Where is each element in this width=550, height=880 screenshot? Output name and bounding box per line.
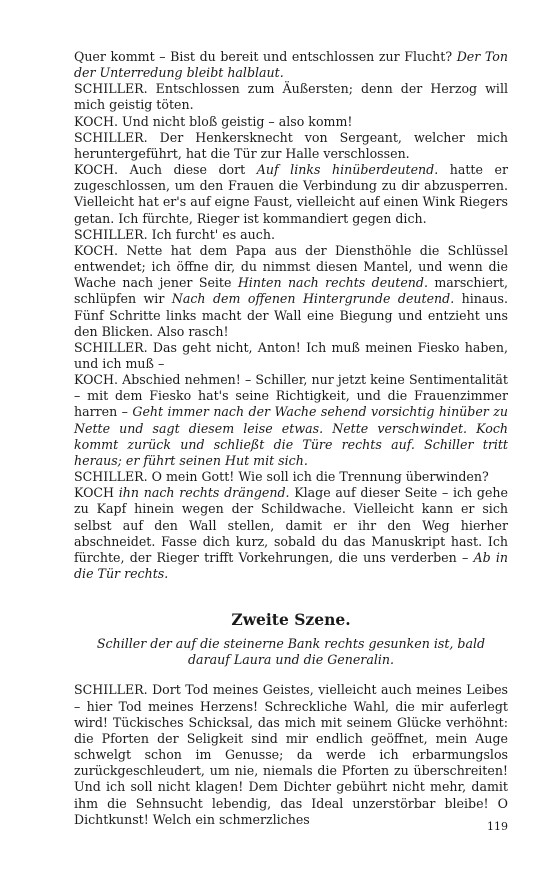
book-page (74, 49, 508, 828)
stage-direction-text: Ab in die Tür rechts. (74, 549, 508, 581)
dialogue-text: hinaus. Fünf Schritte links macht der Wall eine Biegung und entzieht uns den Blicken. Also rasch! (74, 291, 508, 339)
dialogue-block (74, 49, 508, 582)
dialogue-text: Quer kommt – Bist du bereit und entschlossen zur Flucht? (74, 49, 457, 64)
paragraph (74, 485, 508, 582)
paragraph (74, 340, 508, 372)
dialogue-text: Klage auf dieser Seite – ich gehe zu Kapf hinein wegen der Schildwache. Vielleicht kann er sich selbst auf den Wall stellen, damit er ihr den Weg hierher abschneidet. Fasse dich kurz, sobald du das Manuskript hast. Ich fürchte, der Rieger trifft Vorkehrungen, die uns verderben – (74, 485, 508, 565)
paragraph (74, 372, 508, 469)
stage-direction-text: ihn nach rechts drängend. (118, 485, 290, 501)
scene-heading: Zweite Szene. (231, 610, 351, 630)
stage-direction-text: Geht immer nach der Wache sehend vorsichtig hinüber zu Nette und sagt diesem leise etwas. Nette verschwindet. Koch kommt zurück und schließt die Türe rechts auf. Schiller tritt heraus; er führt seinen Hut mit sich. (74, 404, 508, 468)
stage-direction-text: Hinten nach rechts deutend. (237, 275, 428, 291)
paragraph (74, 243, 508, 340)
dialogue-text: KOCH. Und nicht bloß geistig – also komm! (74, 113, 353, 129)
paragraph (74, 162, 508, 227)
stage-direction-text: Auf links hinüberdeutend. (256, 162, 439, 178)
dialogue-text: SCHILLER. Dort Tod meines Geistes, vielleicht auch meines Leibes – hier Tod meines Herzens! Schreckliche Wahl, die mir auferlegt wird! Tückisches Schicksal, das mich mit seinem Glücke verhöhnt: die Pforten der Seligkeit sind mir endlich geöffnet, mein Auge schwelgt schon im Genusse; da werde ich erbarmungslos zurückgeschleudert, um nie, niemals die Pforten zu überschreiten! Und ich soll nicht klagen! Dem Dichter gebührt nicht mehr, damit ihm die Sehnsucht lebendig, das Ideal unzerstörbar bleibe! O Dichtkunst! Welch ein schmerzliches (74, 682, 508, 827)
stage-direction-text: Der Ton der Unterredung bleibt halblaut. (74, 49, 508, 81)
dialogue-text: KOCH. Auch diese dort (74, 162, 257, 178)
dialogue-text: SCHILLER. Entschlossen zum Äußersten; denn der Herzog will mich geistig töten. (74, 81, 508, 113)
paragraph (74, 469, 508, 485)
stage-direction-text: Nach dem offenen Hintergrunde deutend. (171, 291, 455, 307)
scene-dialogue-block (74, 682, 508, 827)
dialogue-text: KOCH (74, 485, 119, 501)
paragraph (74, 49, 508, 81)
dialogue-text: KOCH. Abschied nehmen! – Schiller, nur jetzt keine Sentimentalität – mit dem Fiesko hat's seine Richtigkeit, und die Frauenzimmer harren – (74, 372, 508, 420)
page-number: 119 (487, 820, 508, 833)
paragraph (74, 682, 508, 827)
scene-stage-direction: Schiller der auf die steinerne Bank rechts gesunken ist, bald darauf Laura und die Generalin. (96, 636, 486, 668)
paragraph (74, 81, 508, 113)
dialogue-text: SCHILLER. O mein Gott! Wie soll ich die Trennung überwinden? (74, 469, 489, 485)
dialogue-text: SCHILLER. Der Henkersknecht von Sergeant, welcher mich heruntergeführt, hat die Tür zur Halle verschlossen. (74, 129, 508, 161)
dialogue-text: SCHILLER. Das geht nicht, Anton! Ich muß meinen Fiesko haben, und ich muß – (74, 339, 508, 371)
paragraph (74, 227, 508, 243)
paragraph (74, 130, 508, 162)
dialogue-text: KOCH. Nette hat dem Papa aus der Diensthöhle die Schlüssel entwendet; ich öffne dir, du nimmst diesen Mantel, und wenn die Wache nach jener Seite (74, 242, 508, 291)
dialogue-text: SCHILLER. Ich furcht' es auch. (74, 226, 275, 242)
dialogue-text: marschiert, schlüpfen wir (74, 275, 509, 307)
paragraph (74, 114, 508, 130)
dialogue-text: hatte er zugeschlossen, um den Frauen die Verbindung zu dir abzusperren. Vielleicht hat er's auf eigne Faust, vielleicht auf einen Wink Riegers getan. Ich fürchte, Rieger ist kommandiert gegen dich. (74, 162, 508, 226)
